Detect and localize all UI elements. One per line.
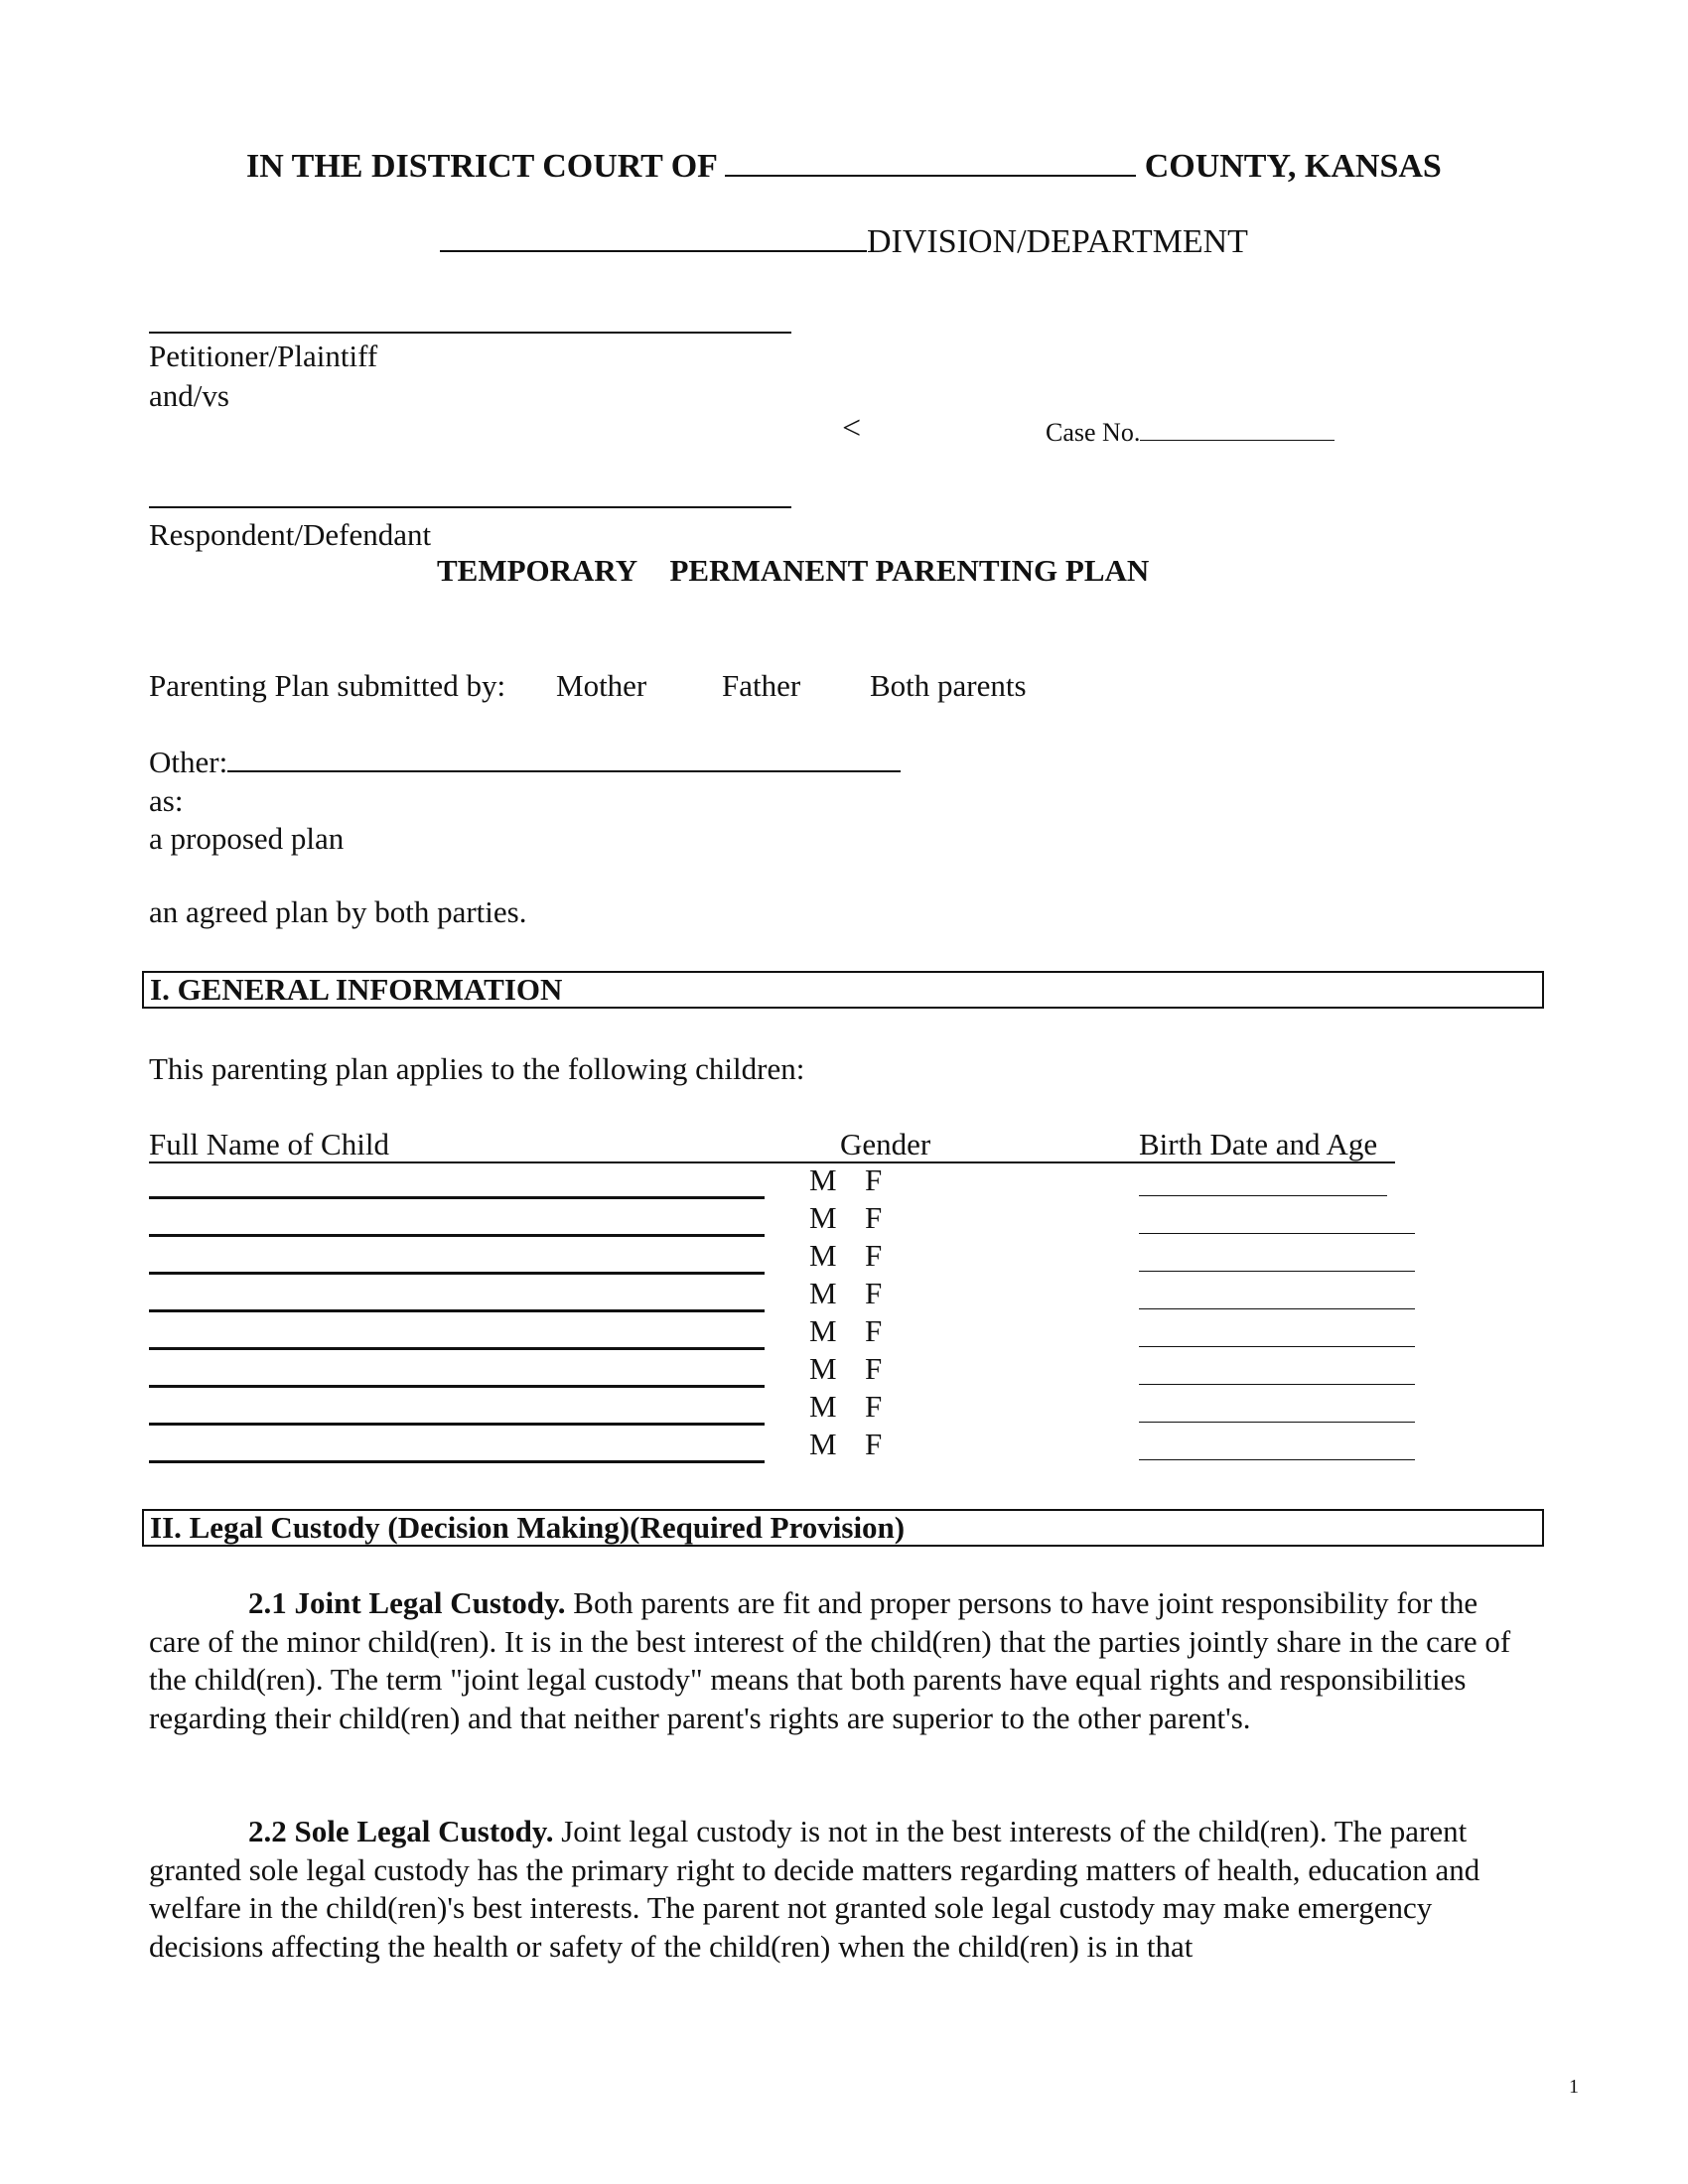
gender-f[interactable]: F xyxy=(865,1313,883,1348)
gender-m[interactable]: M xyxy=(809,1389,837,1424)
gender-options[interactable] xyxy=(809,1352,920,1386)
division-label: DIVISION/DEPARTMENT xyxy=(867,223,1248,260)
birth-date-blank[interactable] xyxy=(1139,1459,1415,1460)
child-name-blank[interactable] xyxy=(149,1196,765,1199)
case-number xyxy=(1046,417,1335,449)
court-suffix: COUNTY, KANSAS xyxy=(1144,148,1442,185)
permanent-option[interactable]: PERMANENT PARENTING PLAN xyxy=(669,553,1150,588)
case-no-blank[interactable] xyxy=(1140,418,1335,441)
as-label: as: xyxy=(149,783,184,818)
birth-date-blank[interactable] xyxy=(1139,1233,1415,1234)
option-father[interactable]: Father xyxy=(722,668,801,703)
option-proposed-plan[interactable]: a proposed plan xyxy=(149,821,345,856)
gender-m[interactable]: M xyxy=(809,1276,837,1310)
child-name-blank[interactable] xyxy=(149,1347,765,1350)
respondent-blank[interactable] xyxy=(149,506,791,508)
division-blank[interactable] xyxy=(440,222,867,252)
gender-options[interactable] xyxy=(809,1314,920,1348)
col-full-name: Full Name of Child xyxy=(149,1127,389,1161)
gender-m[interactable]: M xyxy=(809,1427,837,1461)
gender-f[interactable]: F xyxy=(865,1276,883,1310)
child-name-blank[interactable] xyxy=(149,1423,765,1426)
other-line xyxy=(149,743,901,781)
paragraph-2-2 xyxy=(149,1813,1529,1966)
gender-options[interactable] xyxy=(809,1390,920,1424)
birth-date-blank[interactable] xyxy=(1139,1271,1415,1272)
gender-f[interactable]: F xyxy=(865,1427,883,1461)
col-gender: Gender xyxy=(840,1127,931,1161)
gender-f[interactable]: F xyxy=(865,1162,883,1197)
gender-m[interactable]: M xyxy=(809,1238,837,1273)
gender-options[interactable] xyxy=(809,1428,920,1461)
birth-date-blank[interactable] xyxy=(1139,1308,1415,1309)
petitioner-label: Petitioner/Plaintiff xyxy=(149,339,378,373)
joint-legal-custody-body: Both parents are fit and proper persons to have joint responsibility for the care of the minor child(ren). It is in the best interest of the child(ren) that the parties jointly share in the care of the child(ren). The term "joint legal custody" means that both parents have equal rights and responsibilities regarding their child(ren) and that neither parent's rights are superior to the other parent's. xyxy=(149,1585,1511,1735)
child-name-blank[interactable] xyxy=(149,1234,765,1237)
gender-m[interactable]: M xyxy=(809,1351,837,1386)
county-blank[interactable] xyxy=(725,147,1136,177)
petitioner-blank[interactable] xyxy=(149,332,791,334)
option-agreed-plan[interactable]: an agreed plan by both parties. xyxy=(149,894,527,929)
gender-f[interactable]: F xyxy=(865,1351,883,1386)
table-header-rule xyxy=(149,1161,1395,1163)
page-number: 1 xyxy=(1569,2076,1579,2098)
gender-m[interactable]: M xyxy=(809,1313,837,1348)
court-prefix: IN THE DISTRICT COURT OF xyxy=(246,148,717,185)
birth-date-blank[interactable] xyxy=(1139,1422,1415,1423)
birth-date-blank[interactable] xyxy=(1139,1384,1415,1385)
child-name-blank[interactable] xyxy=(149,1460,765,1463)
children-intro: This parenting plan applies to the following children: xyxy=(149,1051,805,1086)
court-header xyxy=(246,147,1442,187)
birth-date-blank[interactable] xyxy=(1139,1346,1415,1347)
respondent-label: Respondent/Defendant xyxy=(149,517,432,552)
and-vs-label: and/vs xyxy=(149,378,229,413)
plan-title xyxy=(437,552,1149,590)
gender-options[interactable] xyxy=(809,1163,920,1197)
joint-legal-custody-title: 2.1 Joint Legal Custody. xyxy=(248,1585,566,1620)
child-name-blank[interactable] xyxy=(149,1385,765,1388)
submitted-by-label: Parenting Plan submitted by: xyxy=(149,668,506,703)
gender-m[interactable]: M xyxy=(809,1200,837,1235)
case-no-label: Case No. xyxy=(1046,418,1141,447)
paragraph-2-1 xyxy=(149,1584,1529,1737)
gender-m[interactable]: M xyxy=(809,1162,837,1197)
gender-f[interactable]: F xyxy=(865,1389,883,1424)
section-1-heading: I. GENERAL INFORMATION xyxy=(142,971,1544,1009)
sole-legal-custody-body: Joint legal custody is not in the best interests of the child(ren). The parent granted sole legal custody has the primary right to decide matters regarding matters of health, education and welfare in the child(ren)'s best interests. The parent not granted sole legal custody may make emergency decisions affecting the health or safety of the child(ren) when the child(ren) is in that xyxy=(149,1814,1480,1964)
col-birth-date: Birth Date and Age xyxy=(1139,1127,1378,1161)
caption-bracket: < xyxy=(842,410,862,447)
section-2-heading: II. Legal Custody (Decision Making)(Required Provision) xyxy=(142,1509,1544,1547)
option-mother[interactable]: Mother xyxy=(556,668,647,703)
option-both-parents[interactable]: Both parents xyxy=(870,668,1027,703)
child-name-blank[interactable] xyxy=(149,1272,765,1275)
gender-options[interactable] xyxy=(809,1239,920,1273)
gender-options[interactable] xyxy=(809,1277,920,1310)
birth-date-blank[interactable] xyxy=(1139,1195,1387,1196)
other-blank[interactable] xyxy=(227,743,901,772)
other-label: Other: xyxy=(149,745,228,779)
gender-options[interactable] xyxy=(809,1201,920,1235)
temporary-option[interactable]: TEMPORARY xyxy=(437,553,636,588)
sole-legal-custody-title: 2.2 Sole Legal Custody. xyxy=(248,1814,554,1848)
gender-f[interactable]: F xyxy=(865,1238,883,1273)
child-name-blank[interactable] xyxy=(149,1309,765,1312)
division-line xyxy=(440,222,1248,262)
gender-f[interactable]: F xyxy=(865,1200,883,1235)
